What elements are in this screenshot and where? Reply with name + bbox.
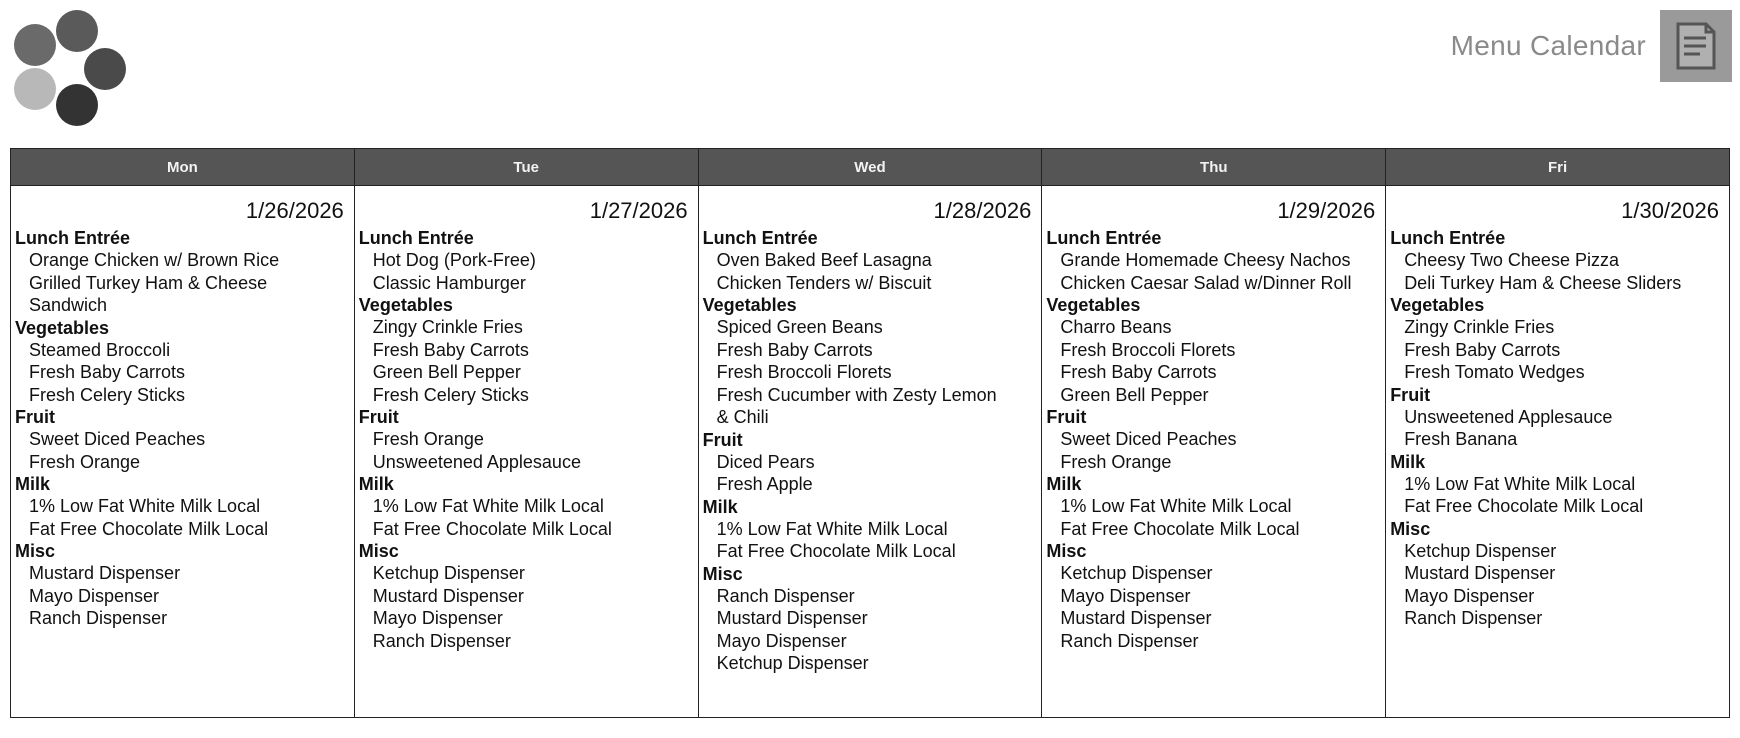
menu-category: Fruit	[358, 407, 399, 427]
day-column-thu	[1042, 149, 1386, 717]
menu-item: Ranch Dispenser	[372, 630, 511, 651]
menu-category: Milk	[1390, 451, 1426, 472]
menu-item: Fresh Broccoli Florets	[1060, 339, 1236, 360]
menu-item: Fat Free Chocolate Milk Local	[372, 518, 612, 539]
menu-item: Unsweetened Applesauce	[372, 451, 581, 472]
day-date: 1/27/2026	[589, 198, 688, 223]
day-header: Fri	[1386, 149, 1729, 186]
day-date: 1/30/2026	[1621, 198, 1719, 223]
menu-category: Fruit	[15, 407, 55, 427]
menu-category: Milk	[15, 474, 51, 494]
menu-item: Green Bell Pepper	[372, 362, 521, 382]
menu-item: Fresh Baby Carrots	[29, 362, 186, 382]
menu-item: Ketchup Dispenser	[1060, 563, 1213, 583]
menu-item: Chicken Tenders w/ Biscuit	[716, 272, 932, 293]
menu-category: Milk	[702, 496, 738, 517]
menu-category: Lunch Entrée	[702, 228, 818, 248]
menu-item: Grilled Turkey Ham & Cheese	[29, 272, 268, 293]
menu-item: Fresh Orange	[372, 429, 484, 449]
day-body	[1042, 186, 1385, 652]
menu-item: Fresh Broccoli Florets	[716, 362, 892, 382]
day-column-wed	[699, 149, 1043, 717]
menu-item: Fresh Cucumber with Zesty Lemon	[716, 384, 997, 405]
day-body	[1386, 186, 1729, 630]
menu-calendar-button[interactable]	[1660, 10, 1732, 82]
menu-category: Vegetables	[1390, 295, 1485, 315]
menu-item: & Chili	[716, 407, 769, 427]
menu-item: Sweet Diced Peaches	[29, 429, 206, 449]
menu-item: Fresh Baby Carrots	[1404, 339, 1561, 360]
menu-item: 1% Low Fat White Milk Local	[1060, 496, 1292, 516]
menu-item: Fresh Celery Sticks	[29, 384, 186, 405]
day-column-tue	[355, 149, 699, 717]
menu-category: Vegetables	[358, 295, 453, 315]
menu-item: Oven Baked Beef Lasagna	[716, 250, 932, 270]
menu-category: Lunch Entrée	[15, 228, 131, 248]
menu-category: Misc	[358, 541, 399, 561]
menu-item: Fresh Celery Sticks	[372, 384, 529, 405]
menu-item: Ranch Dispenser	[716, 585, 855, 606]
menu-item: Fresh Tomato Wedges	[1404, 362, 1585, 382]
menu-item: Mustard Dispenser	[1404, 563, 1556, 583]
menu-category: Fruit	[702, 429, 743, 450]
menu-item: Mayo Dispenser	[1404, 585, 1535, 606]
menu-item: Ranch Dispenser	[29, 608, 168, 628]
menu-item: Steamed Broccoli	[29, 339, 171, 360]
menu-item: Fresh Apple	[716, 474, 813, 494]
menu-item: Fresh Banana	[1404, 429, 1518, 449]
menu-item: Mustard Dispenser	[716, 608, 868, 628]
day-body	[699, 186, 1042, 675]
day-body	[355, 186, 698, 652]
menu-category: Misc	[1046, 541, 1087, 561]
menu-item: Fresh Baby Carrots	[1060, 362, 1217, 382]
day-header: Tue	[355, 149, 698, 186]
day-date: 1/29/2026	[1277, 198, 1376, 223]
day-column-fri	[1386, 149, 1729, 717]
menu-item: Fat Free Chocolate Milk Local	[1404, 496, 1644, 516]
menu-item: Spiced Green Beans	[716, 317, 883, 337]
menu-category: Lunch Entrée	[358, 228, 474, 248]
menu-item: Fresh Baby Carrots	[716, 339, 873, 360]
menu-item: Charro Beans	[1060, 317, 1172, 337]
day-date: 1/28/2026	[933, 198, 1032, 223]
menu-item: Orange Chicken w/ Brown Rice	[29, 250, 280, 270]
menu-calendar-grid	[10, 148, 1730, 718]
menu-item: Zingy Crinkle Fries	[372, 317, 523, 337]
menu-category: Vegetables	[702, 295, 797, 315]
menu-item: Chicken Caesar Salad w/Dinner Roll	[1060, 272, 1352, 293]
menu-item: Mayo Dispenser	[29, 585, 160, 606]
menu-category: Milk	[358, 474, 394, 494]
menu-item: Fat Free Chocolate Milk Local	[716, 541, 956, 561]
day-header: Wed	[699, 149, 1042, 186]
menu-item: 1% Low Fat White Milk Local	[716, 518, 948, 539]
menu-category: Vegetables	[1046, 295, 1141, 315]
menu-item: 1% Low Fat White Milk Local	[372, 496, 604, 516]
menu-category: Misc	[15, 541, 56, 561]
menu-item: Fresh Orange	[1060, 451, 1172, 472]
menu-item: Mayo Dispenser	[1060, 585, 1191, 606]
menu-category: Fruit	[1390, 384, 1431, 405]
menu-item: Ranch Dispenser	[1404, 608, 1543, 628]
menu-item: Mustard Dispenser	[372, 585, 524, 606]
menu-item: Ketchup Dispenser	[1404, 540, 1557, 561]
menu-item: Mustard Dispenser	[1060, 608, 1212, 628]
menu-item: Diced Pears	[716, 451, 815, 472]
menu-item: Fresh Orange	[29, 451, 141, 472]
calendar-document-icon	[1674, 20, 1718, 72]
menu-item: Deli Turkey Ham & Cheese Sliders	[1404, 272, 1682, 293]
menu-item: Mayo Dispenser	[716, 630, 847, 651]
menu-item: Mayo Dispenser	[372, 608, 503, 628]
day-column-mon	[11, 149, 355, 717]
menu-item: 1% Low Fat White Milk Local	[1404, 473, 1636, 494]
menu-item: Zingy Crinkle Fries	[1404, 317, 1555, 337]
menu-item: Ketchup Dispenser	[372, 563, 525, 583]
menu-item: Ranch Dispenser	[1060, 630, 1199, 651]
menu-category: Lunch Entrée	[1046, 228, 1162, 248]
header	[1451, 10, 1732, 82]
day-header: Thu	[1042, 149, 1385, 186]
menu-item: Ketchup Dispenser	[716, 653, 869, 673]
menu-item: 1% Low Fat White Milk Local	[29, 496, 261, 516]
menu-item: Mustard Dispenser	[29, 563, 181, 583]
menu-item: Hot Dog (Pork-Free)	[372, 250, 536, 270]
menu-category: Lunch Entrée	[1390, 228, 1506, 248]
menu-item: Fresh Baby Carrots	[372, 339, 529, 360]
menu-item: Sandwich	[29, 295, 108, 315]
menu-category: Misc	[1390, 518, 1431, 539]
menu-category: Misc	[702, 563, 743, 584]
menu-item: Grande Homemade Cheesy Nachos	[1060, 250, 1351, 270]
menu-item: Cheesy Two Cheese Pizza	[1404, 250, 1619, 270]
menu-item: Unsweetened Applesauce	[1404, 406, 1613, 427]
menu-item: Fat Free Chocolate Milk Local	[1060, 518, 1300, 539]
menu-item: Classic Hamburger	[372, 272, 526, 293]
menu-item: Fat Free Chocolate Milk Local	[29, 518, 269, 539]
circles-logo-icon	[8, 8, 128, 118]
day-date: 1/26/2026	[245, 198, 344, 223]
day-body	[11, 186, 354, 630]
day-header: Mon	[11, 149, 354, 186]
menu-category: Vegetables	[15, 317, 110, 338]
menu-category: Fruit	[1046, 407, 1087, 427]
menu-item: Sweet Diced Peaches	[1060, 429, 1237, 449]
menu-category: Milk	[1046, 474, 1082, 494]
page-title: Menu Calendar	[1450, 30, 1646, 61]
menu-item: Green Bell Pepper	[1060, 384, 1209, 405]
